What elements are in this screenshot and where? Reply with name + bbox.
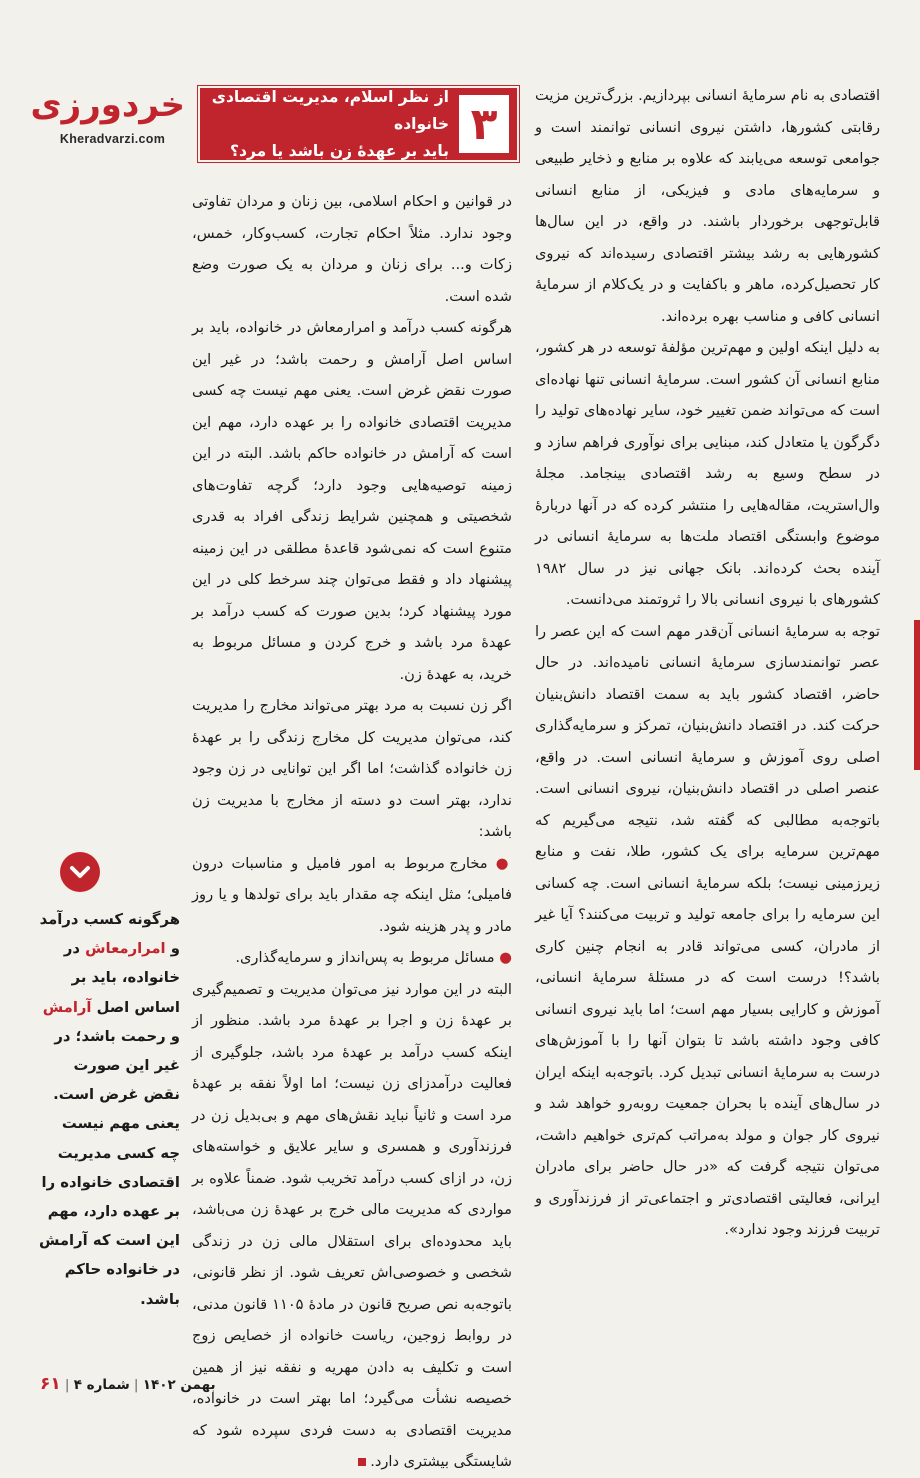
paragraph: توجه به سرمایۀ انسانی آن‌قدر مهم است که این عصر را عصر توانمندسازی سرمایۀ انسانی نامیده‌اند. در حال حاضر، اقتصاد کشور باید به سمت اقتصاد دانش‌بنیان حرکت کند. در اقتصاد دانش‌بنیان، تمرکز و سرمایه‌گذاری اصلی روی آموزش و سرمایۀ انسانی است. در واقع، عنصر اصلی در اقتصاد دانش‌بنیان، نیروی انسانی است. باتوجه‌به مطالبی که گفته شد، نتیجه می‌گیریم که مهم‌ترین سرمایه برای یک کشور، طلا، نفت و منابع زیرزمینی نیست؛ بلکه سرمایۀ انسانی است. چه کسانی این سرمایه را برای جامعه تولید و تربیت می‌کنند؟ آیا غیر از مادران، کسی می‌تواند قادر به انجام چنین کاری باشد؟! درست است که در مسئلۀ سرمایۀ انسانی، آموزش و کارایی بسیار مهم است؛ اما باید نیروی انسانی کافی وجود داشته باشد تا بتوان آنها را با آموزش‌های درست به سرمایۀ انسانی تبدیل کرد. باتوجه‌به اینکه ایران در سال‌های آینده با بحران جمعیت روبه‌رو خواهد شد و نیروی کار جوان و مولد به‌مراتب کم‌تری خواهیم داشت، می‌توان نتیجه گرفت که «در حال حاضر برای مادران ایرانی، فعالیتی اقتصادی‌تر و اجتماعی‌تر از فرزندآوری و تربیت فرزند وجود ندارد». bbox=[535, 622, 880, 1238]
brand-url[interactable]: Kheradvarzi.com bbox=[59, 132, 166, 146]
section-header bbox=[200, 88, 517, 160]
right-column bbox=[535, 80, 880, 1370]
chevron-down-icon bbox=[60, 852, 100, 892]
paragraph: هرگونه کسب درآمد و امرارمعاش در خانواده، باید بر اساس اصل آرامش و رحمت باشد؛ در غیر این صورت نقض غرض است. یعنی مهم نیست چه کسی مدیریت اقتصادی خانواده را بر عهده دارد، مهم این است که آرامش در خانواده حاکم باشد. البته در این زمینه توصیه‌هایی وجود دارد؛ گرچه تفاوت‌های شخصیتی و همچنین شرایط زندگی افراد به قدری متنوع است که نمی‌شود قاعدۀ مطلقی در این زمینه پیشنهاد داد و فقط می‌توان چند سرخط کلی در این مورد پیشنهاد کرد؛ بدین صورت که کسب درآمد بر عهدۀ مرد باشد و خرج کردن و مسائل مربوط به خرید، به عهدۀ زن. bbox=[192, 319, 512, 683]
bullet-item bbox=[192, 848, 512, 943]
paragraph bbox=[192, 974, 512, 1478]
pull-quote bbox=[38, 905, 180, 1314]
brand-logo: خردورزی bbox=[30, 85, 185, 125]
paragraph-text: البته در این موارد نیز می‌توان مدیریت و تصمیم‌گیری بر عهدۀ زن و اجرا بر عهدۀ مرد باشد. منظور از اینکه کسب درآمد بر عهدۀ مرد باشد، جلوگیری از فعالیت درآمدزای زن نیست؛ اما اولاً نفقه بر عهدۀ مرد است و ثانیاً نباید نقش‌های مهم و بی‌بدیل زن در فرزندآوری و همسری و سایر علایق و خواسته‌های زن، در ازای کسب درآمد تخریب شود. ضمناً علاوه بر مواردی که مدیریت مالی خرج بر عهدۀ زن می‌باشد، باید محدوده‌ای برای استقلال مالی زن در زندگی شخصی و خصوصی‌اش تعریف شود. از نظر قانونی، باتوجه‌به نص صریح قانون در مادۀ ۱۱۰۵ قانون مدنی، در روابط زوجین، ریاست خانواده از خصایص زوج است و تکلیف به دادن مهریه و نفقه نیز از همین خصیصه نشأت می‌گیرد؛ اما بهتر است در خانواده، مدیریت اقتصادی به دست فردی سپرده شود که شایستگی بیشتری دارد. bbox=[192, 980, 512, 1470]
brand bbox=[30, 82, 185, 146]
bullet-icon: ● bbox=[487, 854, 513, 872]
issue-date: بهمن ۱۴۰۲ bbox=[142, 1377, 216, 1393]
quote-highlight: آرامش bbox=[42, 998, 92, 1016]
paragraph: اگر زن نسبت به مرد بهتر می‌تواند مخارج را مدیریت کند، می‌توان مدیریت کل مخارج زندگی را بر عهدۀ زن خانواده گذاشت؛ اما اگر این توانایی در زن وجود ندارد، بهتر است دو دسته از مخارج با مدیریت زن باشد: bbox=[192, 697, 512, 840]
quote-text: و رحمت باشد؛ در غیر این صورت نقض غرض است. یعنی مهم نیست چه کسی مدیریت اقتصادی خانواده را بر عهده دارد، مهم این است که آرامش در خانواده حاکم باشد. bbox=[38, 1027, 180, 1308]
bullet-item bbox=[192, 942, 512, 974]
page-number: ۶۱ bbox=[40, 1374, 61, 1394]
section-number: ۳ bbox=[459, 95, 509, 153]
middle-column bbox=[192, 186, 513, 1470]
issue-number: شماره ۴ bbox=[73, 1377, 130, 1393]
bullet-text: مسائل مربوط به پس‌انداز و سرمایه‌گذاری. bbox=[235, 949, 495, 966]
quote-text: در خانواده، باید بر اساس اصل bbox=[63, 940, 180, 1016]
end-mark-icon bbox=[358, 1458, 366, 1466]
quote-highlight: امرارمعاش bbox=[85, 940, 166, 958]
paragraph: به دلیل اینکه اولین و مهم‌ترین مؤلفۀ توسعه در هر کشور، منابع انسانی آن کشور است. سرمایۀ انسانی تنها نهاده‌ای است که می‌تواند ضمن تغییر خود، سایر نهاده‌های تولید را دگرگون یا متعادل کند، مبنایی برای نوآوری فراهم سازد و در سطح وسیع به رشد اقتصادی بینجامد. مجلۀ وال‌استریت، مقاله‌هایی را منتشر کرده که در آنها دربارۀ موضوع وابستگی اقتصاد ملت‌ها به سرمایۀ انسانی در آینده بحث کرده‌اند. بانک جهانی نیز در سال ۱۹۸۲ کشورهای با نیروی انسانی بالا را ثروتمند می‌دانست. bbox=[535, 339, 880, 608]
paragraph: در قوانین و احکام اسلامی، بین زنان و مردان تفاوتی وجود ندارد. مثلاً احکام تجارت، کسب‌وکار، خمس، زکات و... برای زنان و مردان به یک صورت وضع شده است. bbox=[192, 193, 512, 305]
section-title bbox=[208, 84, 459, 165]
quote-text: هرگونه کسب درآمد و bbox=[39, 911, 180, 958]
edge-strip bbox=[914, 620, 920, 770]
bullet-text: مخارج مربوط به امور فامیل و مناسبات درون فامیلی؛ مثل اینکه چه مقدار باید برای تولدها و یا روز مادر و پدر هزینه شود. bbox=[192, 854, 512, 935]
paragraph: اقتصادی به نام سرمایۀ انسانی بپردازیم. بزرگ‌ترین مزیت رقابتی کشورها، داشتن نیروی انسانی توانمند است و جوامعی توسعه می‌یابند که علاوه بر منابع و ذخایر طبیعی و سرمایه‌های مادی و فیزیکی، از منابع انسانی قابل‌توجهی برخوردار باشند. در واقع، در این سال‌ها کشورهایی به رشد بیشتر اقتصادی رسیده‌اند که نیروی کار تحصیل‌کرده، ماهر و باکفایت و در یک‌کلام از سرمایۀ انسانی کافی و مناسب بهره برده‌اند. bbox=[535, 87, 880, 325]
page-footer: بهمن ۱۴۰۲|شماره ۴|۶۱ bbox=[40, 1374, 216, 1394]
section-title-line-1: از نظر اسلام، مدیریت اقتصادی خانواده bbox=[211, 87, 449, 133]
bullet-icon: ● bbox=[494, 949, 512, 966]
section-title-line-2: باید بر عهدۀ زن باشد یا مرد؟ bbox=[230, 141, 449, 160]
